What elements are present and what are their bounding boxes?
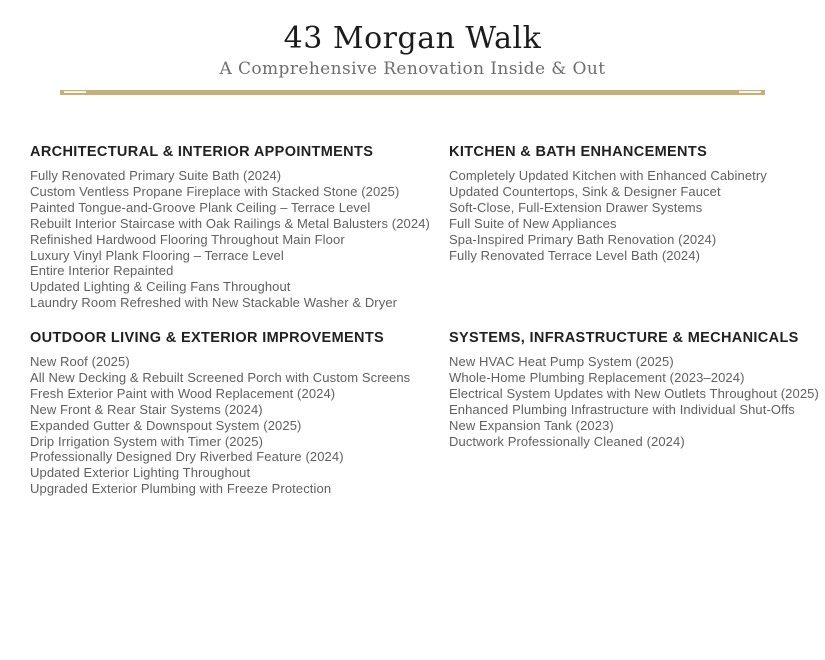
list-item: Full Suite of New Appliances xyxy=(449,215,617,231)
header xyxy=(0,0,825,95)
section-heading: SYSTEMS, INFRASTRUCTURE & MECHANICALS xyxy=(449,330,799,346)
list-item: New HVAC Heat Pump System (2025) xyxy=(449,354,674,369)
list-item: Luxury Vinyl Plank Flooring – Terrace Level xyxy=(30,247,284,263)
item-list xyxy=(30,354,449,497)
list-item: Entire Interior Repainted xyxy=(30,263,174,279)
list-item: New Front & Rear Stair Systems (2024) xyxy=(30,401,263,417)
list-item: Refinished Hardwood Flooring Throughout Main Floor xyxy=(30,231,345,247)
list-item: Updated Countertops, Sink & Designer Faucet xyxy=(449,183,721,199)
page-title: 43 Morgan Walk xyxy=(283,21,542,56)
list-item: Expanded Gutter & Downspout System (2025) xyxy=(30,417,302,433)
list-item: Drip Irrigation System with Timer (2025) xyxy=(30,433,264,449)
list-item: Completely Updated Kitchen with Enhanced Cabinetry xyxy=(449,168,767,183)
list-item: Rebuilt Interior Staircase with Oak Railings & Metal Balusters (2024) xyxy=(30,215,430,231)
list-item: Laundry Room Refreshed with New Stackable Washer & Dryer xyxy=(30,295,398,311)
list-item: New Roof (2025) xyxy=(30,354,130,369)
list-item: Fully Renovated Terrace Level Bath (2024) xyxy=(449,247,700,263)
gold-divider xyxy=(60,90,765,95)
section-systems-mechanicals xyxy=(449,329,825,497)
list-item: All New Decking & Rebuilt Screened Porch with Custom Screens xyxy=(30,369,411,385)
list-item: Professionally Designed Dry Riverbed Feature (2024) xyxy=(30,449,344,465)
list-item: Updated Exterior Lighting Throughout xyxy=(30,465,251,481)
content-columns xyxy=(0,143,825,497)
list-item: Fully Renovated Primary Suite Bath (2024) xyxy=(30,168,282,183)
section-architectural-interior xyxy=(30,143,449,329)
page-subtitle: A Comprehensive Renovation Inside & Out xyxy=(219,59,606,79)
list-item: Fresh Exterior Paint with Wood Replacement (2024) xyxy=(30,385,336,401)
list-item: Painted Tongue-and-Groove Plank Ceiling – Terrace Level xyxy=(30,199,371,215)
list-item: Whole-Home Plumbing Replacement (2023–2024) xyxy=(449,369,745,385)
section-outdoor-exterior xyxy=(30,329,449,497)
section-kitchen-bath xyxy=(449,143,825,329)
list-item: Enhanced Plumbing Infrastructure with Individual Shut-Offs xyxy=(449,401,795,417)
list-item: Upgraded Exterior Plumbing with Freeze Protection xyxy=(30,481,332,497)
section-heading: KITCHEN & BATH ENHANCEMENTS xyxy=(449,144,708,160)
list-item: Ductwork Professionally Cleaned (2024) xyxy=(449,433,685,449)
list-item: Updated Lighting & Ceiling Fans Throughout xyxy=(30,279,291,295)
list-item: Soft-Close, Full-Extension Drawer Systems xyxy=(449,199,703,215)
section-heading: OUTDOOR LIVING & EXTERIOR IMPROVEMENTS xyxy=(30,330,385,346)
item-list xyxy=(449,168,825,263)
section-heading: ARCHITECTURAL & INTERIOR APPOINTMENTS xyxy=(30,144,374,160)
item-list xyxy=(449,354,825,449)
list-item: Electrical System Updates with New Outlets Throughout (2025) xyxy=(449,385,819,401)
item-list xyxy=(30,168,449,311)
list-item: Custom Ventless Propane Fireplace with Stacked Stone (2025) xyxy=(30,183,400,199)
list-item: Spa-Inspired Primary Bath Renovation (2024) xyxy=(449,231,717,247)
list-item: New Expansion Tank (2023) xyxy=(449,417,614,433)
